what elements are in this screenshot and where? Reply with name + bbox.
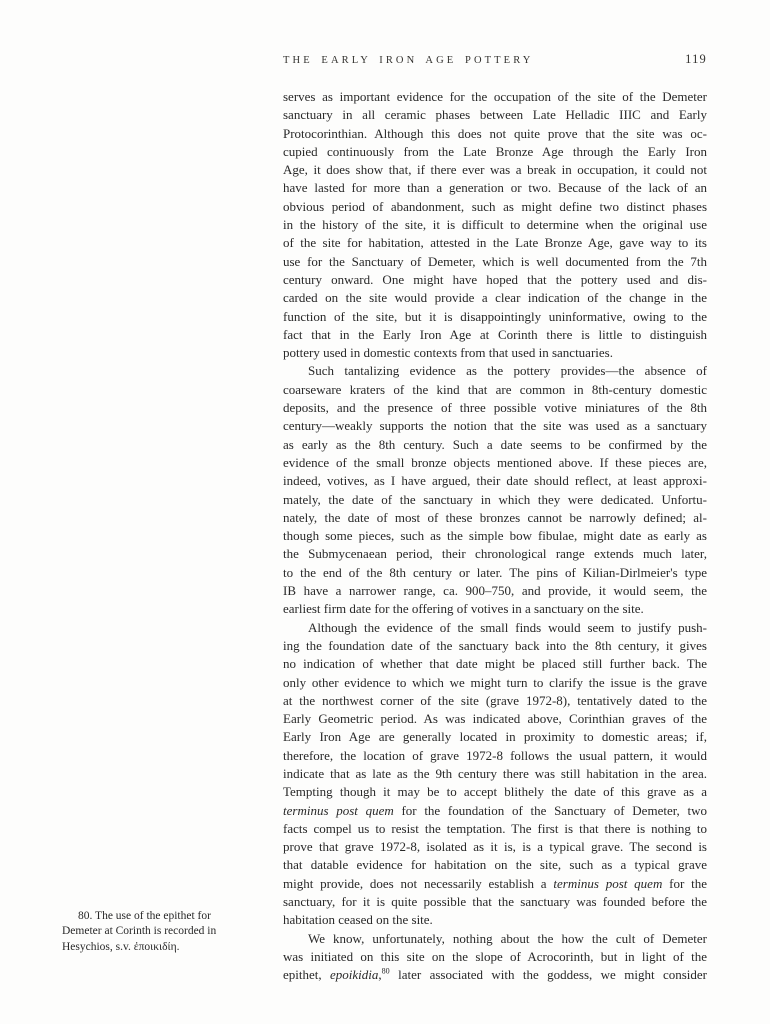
text-line: pottery used in domestic contexts from that used in sanctuaries. [283,345,613,361]
text-line: earliest firm date for the offering of votives in a sanctuary on the site. [283,601,644,617]
text-line: facts compel us to resist the temptation. The first is that there is nothing to [283,820,707,836]
text-line: the Submycenaean period, their chronological range extends much later, [283,546,707,562]
text-line: deposits, and the presence of three possible votive miniatures of the 8th [283,400,707,416]
text-line: evidence of the small bronze objects mentioned above. If these pieces are, [283,454,707,470]
running-title: THE EARLY IRON AGE POTTERY [283,55,534,66]
text-line: coarseware kraters of the kind that are common in 8th-century domestic [283,381,707,397]
text-line: obvious period of abandonment, such as might define two distinct phases [283,198,707,214]
footnote-line: Hesychios, s.v. ἐποικιδίη. [62,940,180,953]
text-line: fact that in the Early Iron Age at Corinth there is little to distinguish [283,326,707,342]
running-header [283,52,707,67]
text-line: no indication of whether that date might be placed still further back. The [283,656,707,672]
text-line: Early Geometric period. As was indicated above, Corinthian graves of the [283,711,707,727]
text-line: use for the Sanctuary of Demeter, which is well documented from the 7th [283,253,707,269]
text-line: cupied continuously from the Late Bronze Age through the Early Iron [283,143,707,159]
text-line: carded on the site would provide a clear indication of the change in the [283,290,707,306]
text-line: habitation ceased on the site. [283,912,433,928]
text-line: nately, the date of most of these bronzes cannot be narrowly defined; al- [283,509,707,525]
text-line: prove that grave 1972-8, isolated as it is, is a typical grave. The second is [283,839,707,855]
text-line: function of the site, but it is disappointingly uninformative, owing to the [283,308,707,324]
text-line: Protocorinthian. Although this does not quite prove that the site was oc- [283,125,707,141]
text-line: though some pieces, such as the simple bow fibulae, might date as early as [283,528,707,544]
text-line: Such tantalizing evidence as the pottery provides—the absence of [308,363,707,379]
text-line: of the site for habitation, attested in the Late Bronze Age, gave way to its [283,235,707,251]
text-line: only other evidence to which we might turn to clarify the issue is the grave [283,674,707,690]
footnote-line: 80. The use of the epithet for [78,910,211,922]
text-line: serves as important evidence for the occupation of the site of the Demeter [283,89,707,104]
text-line: that datable evidence for habitation on the site, such as a typical grave [283,857,707,873]
text-line: Early Iron Age are generally located in proximity to domestic areas; if, [283,729,707,745]
text-line: sanctuary, for it is quite possible that the sanctuary was founded before the [283,894,707,910]
text-line: epithet, epoikidia,$^{80}$ later associated with the goddess, we might consider [283,966,707,983]
text-line: mately, the date of the sanctuary in which they were dedicated. Unfortu- [283,491,707,507]
text-line: century onward. One might have hoped that the pottery used and dis- [283,271,707,287]
text-line: at the northwest corner of the site (grave 1972-8), tentatively dated to the [283,692,707,708]
text-line: as early as the 8th century. Such a date seems to be confirmed by the [283,436,707,452]
text-line: Tempting though it may be to accept blithely the date of this grave as a [283,784,707,800]
body-text [283,88,707,985]
text-line: Although the evidence of the small finds would seem to justify push- [308,619,707,635]
text-line: was initiated on this site on the slope of Acrocorinth, but in light of the [283,948,707,964]
page-number: 119 [685,52,707,66]
text-line: indicate that as late as the 9th century there was still habitation in the area. [283,765,707,781]
text-line: terminus post quem for the foundation of the Sanctuary of Demeter, two [283,802,707,818]
text-line: to the end of the 8th century or later. The pins of Kilian-Dirlmeier's type [283,564,707,580]
text-line: sanctuary in all ceramic phases between Late Helladic IIIC and Early [283,107,707,123]
text-line: ing the foundation date of the sanctuary back into the 8th century, it gives [283,637,707,653]
text-line: in the history of the site, it is difficult to determine when the original use [283,217,707,233]
text-line: might provide, does not necessarily establish a terminus post quem for the [283,875,707,891]
footnote-80 [62,909,242,955]
text-line: indeed, votives, as I have argued, their date should reflect, at least approxi- [283,473,707,489]
text-line: have lasted for more than a generation or two. Because of the lack of an [283,180,707,196]
text-line: century—weakly supports the notion that the site was used as a sanctuary [283,418,707,434]
text-line: Age, it does show that, if there ever was a break in occupation, it could not [283,162,707,178]
footnote-line: Demeter at Corinth is recorded in [62,925,217,938]
text-line: IB have a narrower range, ca. 900–750, and provide, it would seem, the [283,583,707,599]
text-line: therefore, the location of grave 1972-8 follows the usual pattern, it would [283,747,707,763]
text-line: We know, unfortunately, nothing about the how the cult of Demeter [308,930,707,946]
